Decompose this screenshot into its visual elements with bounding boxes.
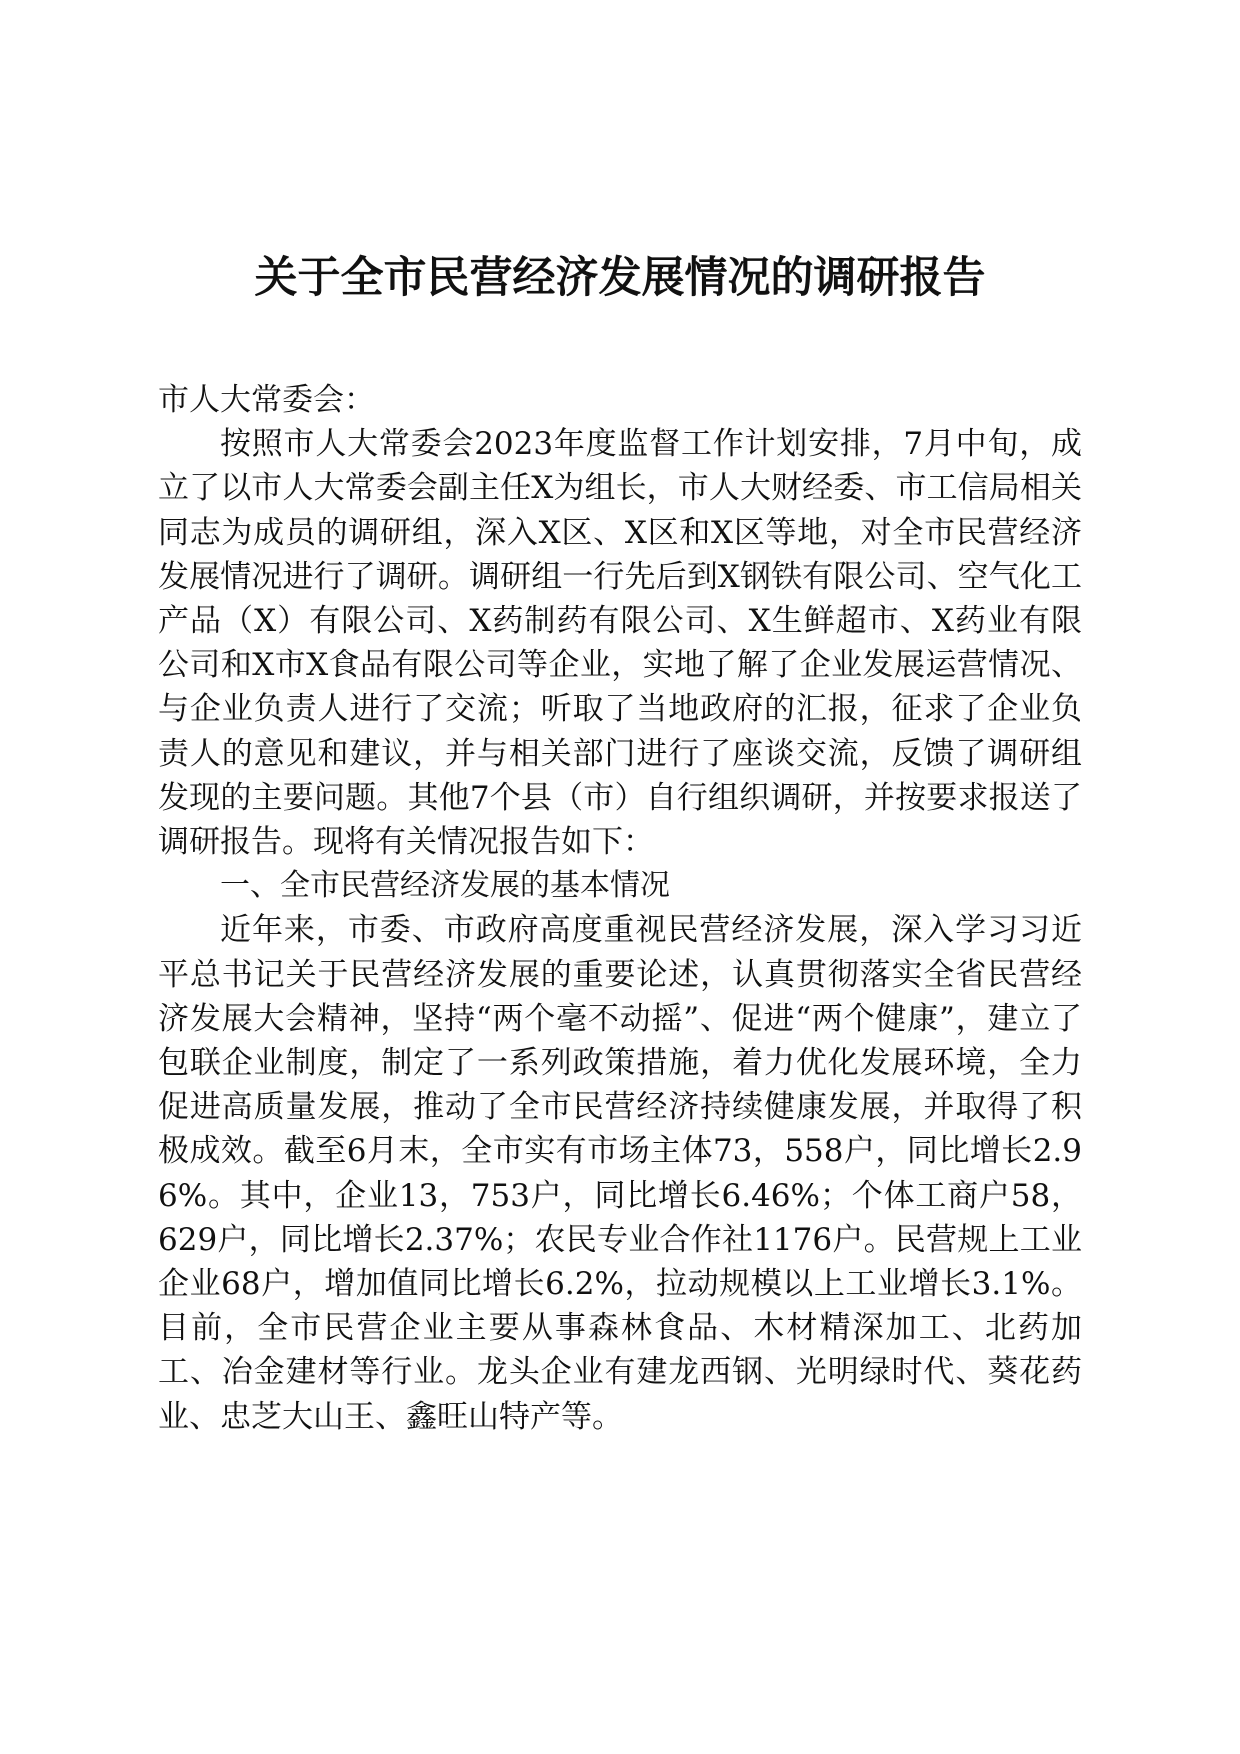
intro-paragraph: 按照市人大常委会2023年度监督工作计划安排，7月中旬，成立了以市人大常委会副主任X为组长，市人大财经委、市工信局相关同志为成员的调研组，深入X区、X区和X区等地，对全市民营经济发展情况进行了调研。调研组一行先后到X钢铁有限公司、空气化工产品（X）有限公司、X药制药有限公司、X生鲜超市、X药业有限公司和X市X食品有限公司等企业，实地了解了企业发展运营情况、与企业负责人进行了交流；听取了当地政府的汇报，征求了企业负责人的意见和建议，并与相关部门进行了座谈交流，反馈了调研组发现的主要问题。其他7个县（市）自行组织调研，并按要求报送了调研报告。现将有关情况报告如下： (158, 426, 1082, 861)
document-title: 关于全市民营经济发展情况的调研报告 (254, 253, 986, 303)
section-heading: 一、全市民营经济发展的基本情况 (220, 868, 670, 904)
salutation: 市人大常委会： (158, 382, 375, 418)
document-body (158, 378, 1082, 1439)
section-paragraph: 近年来，市委、市政府高度重视民营经济发展，深入学习习近平总书记关于民营经济发展的重要论述，认真贯彻落实全省民营经济发展大会精神，坚持“两个毫不动摇”、促进“两个健康”，建立了包联企业制度，制定了一系列政策措施，着力优化发展环境，全力促进高质量发展，推动了全市民营经济持续健康发展，并取得了积极成效。截至6月末，全市实有市场主体73，558户，同比增长2.96%。其中，企业13，753户，同比增长6.46%；个体工商户58，629户，同比增长2.37%；农民专业合作社1176户。民营规上工业企业68户，增加值同比增长6.2%，拉动规模以上工业增长3.1%。目前，全市民营企业主要从事森林食品、木材精深加工、北药加工、冶金建材等行业。龙头企业有建龙西钢、光明绿时代、葵花药业、忠芝大山王、鑫旺山特产等。 (158, 912, 1082, 1435)
